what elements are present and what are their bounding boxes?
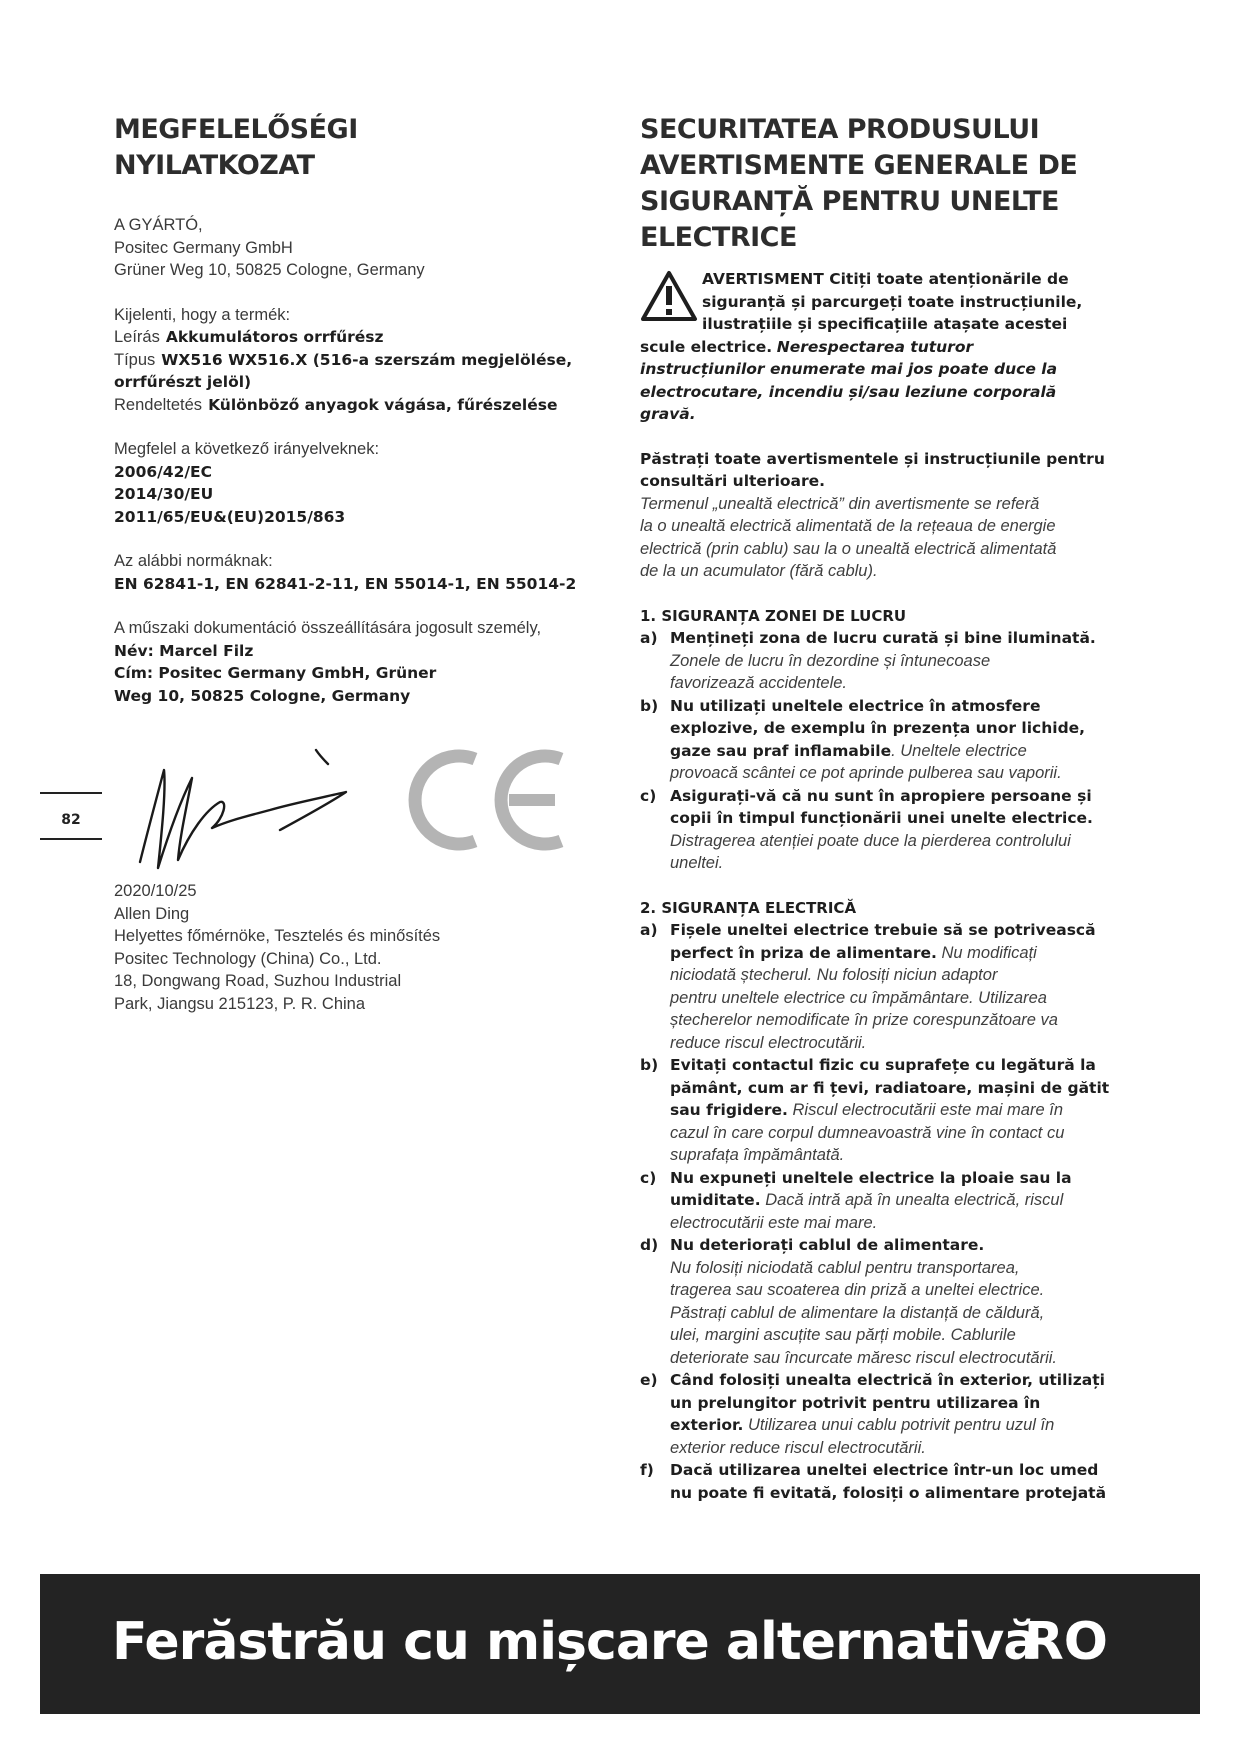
type-row: Típus WX516 WX516.X (516-a szerszám megjelölése, [114, 350, 573, 369]
declaration-column [114, 112, 614, 707]
list-item: b) Evitați contactul fizic cu suprafețe cu legătură la pământ, cum ar fi țevi, radiatoare, mașini de gătit sau frigidere. Riscul electrocutării este mai mare în cazul în care corpul dumneavoastră vine în contact cu suprafața împământată. [640, 1056, 1110, 1164]
product-block: Kijelenti, hogy a termék: Leírás Akkumulátoros orrfűrész Típus WX516 WX516.X (516-a szerszám megjelölése, orrfűrészt jelöl) Rendeltetés Különböző anyagok vágása, fűrészelése [114, 304, 614, 417]
list-item: a) Mențineți zona de lucru curată și bine iluminată. Zonele de lucru în dezordine și întunecoase favorizează accidentele. [640, 629, 1096, 692]
ce-mark-icon [405, 745, 570, 855]
purpose-row: Rendeltetés Különböző anyagok vágása, fűrészelése [114, 395, 558, 414]
signatory-block: 2020/10/25 Allen Ding Helyettes főmérnöke, Tesztelés és minősítés Positec Technology (China) Co., Ltd. 18, Dongwang Road, Suzhou Industrial Park, Jiangsu 215123, P. R. China [114, 882, 441, 1013]
footer-product-title: Ferăstrău cu mișcare alternativă [112, 1612, 1038, 1672]
list-item: b) Nu utilizați uneltele electrice în atmosfere explozive, de exemplu în prezența unor lichide, gaze sau praf inflamabile. Uneltele electrice provoacă scântei ce pot aprinde pulberea sau vaporii. [640, 696, 1086, 782]
page-number: 82 [61, 812, 81, 828]
description-row: Leírás Akkumulátoros orrfűrész [114, 328, 384, 346]
declaration-title: MEGFELELŐSÉGI NYILATKOZAT [114, 114, 358, 181]
directives-block: Megfelel a következő irányelveknek: 2006/42/EC 2014/30/EU 2011/65/EU&(EU)2015/863 [114, 440, 380, 526]
safety-title: SECURITATEA PRODUSULUI AVERTISMENTE GENERALE DE SIGURANȚĂ PENTRU UNELTE ELECTRICE [640, 114, 1078, 253]
list-item: c) Asigurați-vă că nu sunt în apropiere persoane și copii în timpul funcționării unei unelte electrice. Distragerea atenției poate duce la pierderea controlului uneltei. [640, 786, 1093, 872]
footer-language-code: RO [1023, 1612, 1108, 1672]
warning-block: AVERTISMENT Citiți toate atenționările de siguranță și parcurgeți toate instrucțiunile, ilustrațiile și specificațiile atașate acestei scule electrice. Nerespectarea tuturor instrucțiunilor enumerate mai jos poate duce la electrocutare, incendiu și/sau leziune corporală gravă. [640, 270, 1083, 423]
signature-image [120, 740, 370, 880]
list-item: e) Când folosiți unealta electrică în exterior, utilizați un prelungitor potrivit pentru utilizarea în exterior. Utilizarea unui cablu potrivit pentru uzul în exterior reduce riscul electrocutării. [640, 1371, 1105, 1457]
warning-triangle-icon [640, 270, 698, 322]
safety-column [640, 112, 1140, 1504]
keep-instructions-block: Păstrați toate avertismentele și instrucțiunile pentru consultări ulterioare. Termenul „unealtă electrică” din avertismente se referă la o unealtă electrică alimentată de la rețeaua de energie electrică (prin cablu) sau la o unealtă electrică alimentată de la un acumulator (fără cablu). [640, 449, 1105, 580]
list-item: c) Nu expuneți uneltele electrice la ploaie sau la umiditate. Dacă intră apă în unealta electrică, riscul electrocutării este mai mare. [640, 1168, 1072, 1232]
list-item: f) Dacă utilizarea uneltei electrice într-un loc umed nu poate fi evitată, folosiți o alimentare protejată [640, 1461, 1107, 1502]
standards-block: Az alábbi normáknak: EN 62841-1, EN 62841-2-11, EN 55014-1, EN 55014-2 [114, 552, 577, 593]
page-number-rule-top [40, 792, 102, 794]
manufacturer-block: A GYÁRTÓ, Positec Germany GmbH Grüner Weg 10, 50825 Cologne, Germany [114, 216, 425, 279]
footer-banner [40, 1574, 1200, 1714]
section-electrical: 2. SIGURANȚA ELECTRICĂ a) Fișele uneltei electrice trebuie să se potrivească perfect în priza de alimentare. Nu modificați niciodată ștecherul. Nu folosiți niciun adaptor pentru uneltele electrice cu împământare. Utilizarea ștecherelor nemodificate în prize corespunzătoare va reduce riscul electrocutării. b) Evitați contactul fizic cu suprafețe cu legătură la pământ, cum ar fi țevi, radiatoare, mașini de gătit sau frigidere. Riscul electrocutării este mai mare în cazul în care corpul dumneavoastră vine în contact cu suprafața împământată. c) Nu expuneți uneltele electrice la ploaie sau la umiditate. Dacă intră apă în unealta electrică, riscul electrocutării este mai mare. d) Nu deteriorați cablul de alimentare. Nu folosiți niciodată cablul pentru transportarea, tragerea sau scoaterea din priză a uneltei electrice. Păstrați cablul de alimentare la distanță de căldură, ulei, margini ascuțite sau părți mobile. Cablurile deteriorate sau încurcate măresc riscul electrocutării. e) Când folosiți unealta electrică în exterior, utilizați un prelungitor potrivit pentru utilizarea în exterior. Utilizarea unui cablu potrivit pentru uzul în exterior reduce riscul electrocutării. f) Dacă utilizarea uneltei electrice într-un loc umed nu poate fi evitată, folosiți o alimentare protejată [640, 897, 1140, 1505]
section-work-area: 1. SIGURANȚA ZONEI DE LUCRU a) Mențineți zona de lucru curată și bine iluminată. Zonele de lucru în dezordine și întunecoase favorizează accidentele. b) Nu utilizați uneltele electrice în atmosfere explozive, de exemplu în prezența unor lichide, gaze sau praf inflamabile. Uneltele electrice provoacă scântei ce pot aprinde pulberea sau vaporii. c) Asigurați-vă că nu sunt în apropiere persoane și copii în timpul funcționării unei unelte electrice. Distragerea atenției poate duce la pierderea controlului uneltei. [640, 605, 1140, 875]
tech-doc-block: A műszaki dokumentáció összeállítására jogosult személy, Név: Marcel Filz Cím: Positec Germany GmbH, Grüner Weg 10, 50825 Cologne, Germany [114, 619, 542, 705]
page-number-rule-bottom [40, 838, 102, 840]
list-item: a) Fișele uneltei electrice trebuie să se potrivească perfect în priza de alimentare. Nu modificați niciodată ștecherul. Nu folosiți niciun adaptor pentru uneltele electrice cu împământare. Utilizarea ștecherelor nemodificate în prize corespunzătoare va reduce riscul electrocutării. [640, 921, 1096, 1052]
list-item: d) Nu deteriorați cablul de alimentare. Nu folosiți niciodată cablul pentru transportarea, tragerea sau scoaterea din priză a uneltei electrice. Păstrați cablul de alimentare la distanță de căldură, ulei, margini ascuțite sau părți mobile. Cablurile deteriorate sau încurcate măresc riscul electrocutării. [640, 1236, 1057, 1367]
